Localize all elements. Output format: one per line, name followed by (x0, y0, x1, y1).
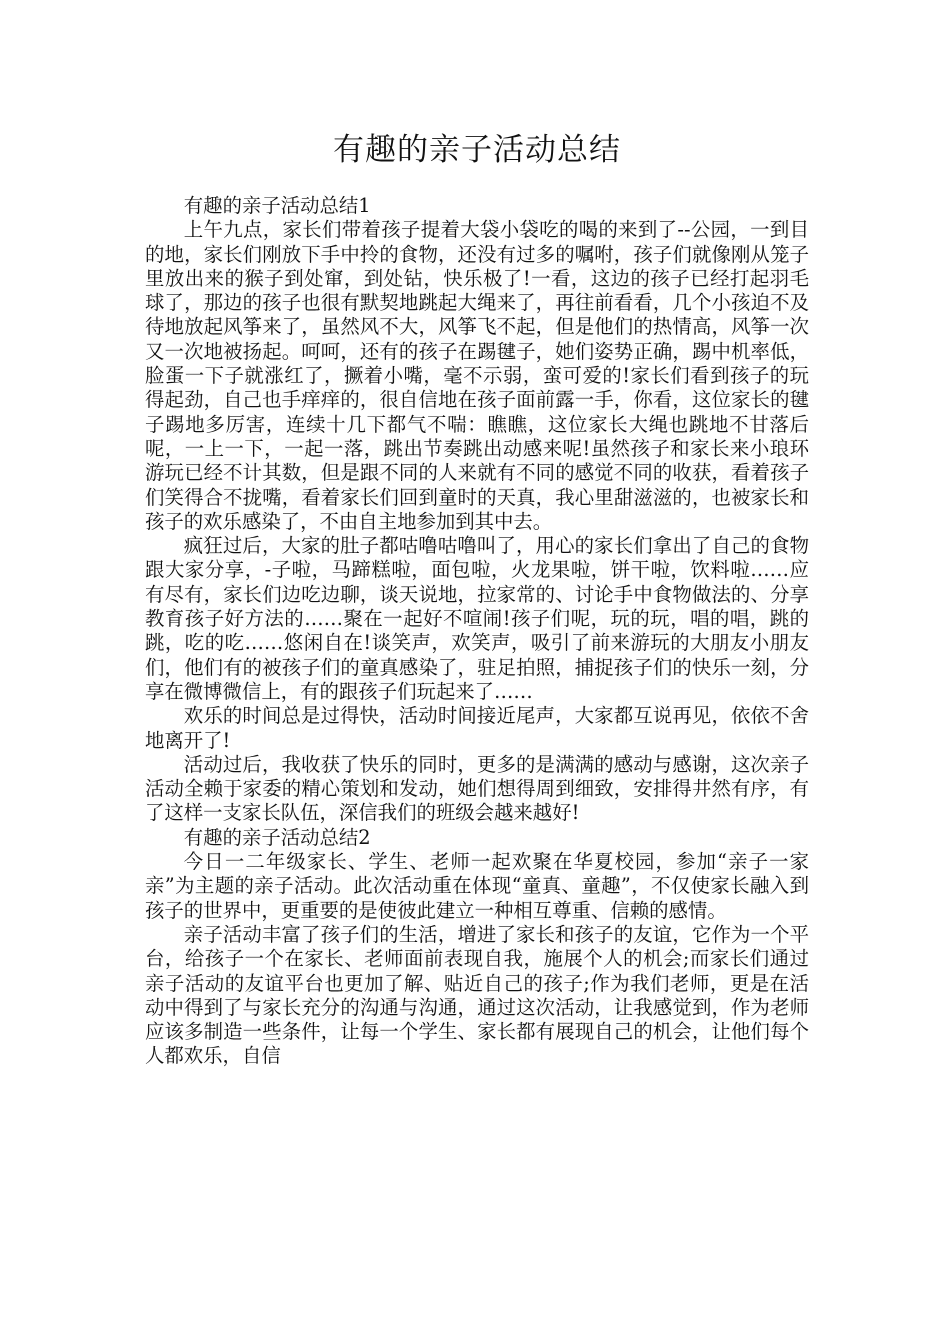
paragraph: 今日一二年级家长、学生、老师一起欢聚在华夏校园，参加“亲子一家亲”为主题的亲子活动。此次活动重在体现“童真、童趣”，不仅使家长融入到孩子的世界中，更重要的是使彼此建立一种相互尊重、信赖的感情。 (145, 850, 809, 922)
section-2 (145, 826, 809, 1069)
paragraph: 亲子活动丰富了孩子们的生活，增进了家长和孩子的友谊，它作为一个平台，给孩子一个在家长、老师面前表现自我，施展个人的机会;而家长们通过亲子活动的友谊平台也更加了解、贴近自己的孩子;作为我们老师，更是在活动中得到了与家长充分的沟通与沟通，通过这次活动，让我感觉到，作为老师应该多制造一些条件，让每一个学生、家长都有展现自己的机会，让他们每个人都欢乐，自信 (145, 922, 809, 1068)
document-title: 有趣的亲子活动总结 (333, 132, 621, 168)
paragraph: 疯狂过后，大家的肚子都咕噜咕噜叫了，用心的家长们拿出了自己的食物跟大家分享，-子啦，马蹄糕啦，面包啦，火龙果啦，饼干啦，饮料啦……应有尽有，家长们边吃边聊，谈天说地，拉家常的、讨论手中食物做法的、分享教育孩子好方法的……聚在一起好不喧闹!孩子们呢，玩的玩，唱的唱，跳的跳，吃的吃……悠闲自在!谈笑声，欢笑声，吸引了前来游玩的大朋友小朋友们，他们有的被孩子们的童真感染了，驻足拍照，捕捉孩子们的快乐一刻，分享在微博微信上，有的跟孩子们玩起来了…… (145, 534, 809, 703)
paragraph: 上午九点，家长们带着孩子提着大袋小袋吃的喝的来到了--公园，一到目的地，家长们刚放下手中拎的食物，还没有过多的嘱咐，孩子们就像刚从笼子里放出来的猴子到处窜，到处钻，快乐极了!一看，这边的孩子已经打起羽毛球了，那边的孩子也很有默契地跳起大绳来了，再往前看看，几个小孩迫不及待地放起风筝来了，虽然风不大，风筝飞不起，但是他们的热情高，风筝一次又一次地被扬起。呵呵，还有的孩子在踢毽子，她们姿势正确，踢中机率低，脸蛋一下子就涨红了，撅着小嘴，毫不示弱，蛮可爱的!家长们看到孩子的玩得起劲，自己也手痒痒的，很自信地在孩子面前露一手，你看，这位家长的毽子踢地多厉害，连续十几下都气不喘：瞧瞧，这位家长大绳也跳地不甘落后呢，一上一下，一起一落，跳出节奏跳出动感来呢!虽然孩子和家长来小琅环游玩已经不计其数，但是跟不同的人来就有不同的感觉不同的收获，看着孩子们笑得合不拢嘴，看着家长们回到童时的天真，我心里甜滋滋的，也被家长和孩子的欢乐感染了，不由自主地参加到其中去。 (145, 218, 809, 533)
document-page (145, 128, 809, 1069)
section-1 (145, 194, 809, 826)
section-heading: 有趣的亲子活动总结1 (183, 194, 371, 217)
paragraph: 欢乐的时间总是过得快，活动时间接近尾声，大家都互说再见，依依不舍地离开了! (145, 704, 809, 752)
paragraph: 活动过后，我收获了快乐的同时，更多的是满满的感动与感谢，这次亲子活动全赖于家委的精心策划和发动，她们想得周到细致，安排得井然有序，有了这样一支家长队伍，深信我们的班级会越来越好! (145, 752, 809, 825)
section-heading: 有趣的亲子活动总结2 (183, 825, 371, 849)
